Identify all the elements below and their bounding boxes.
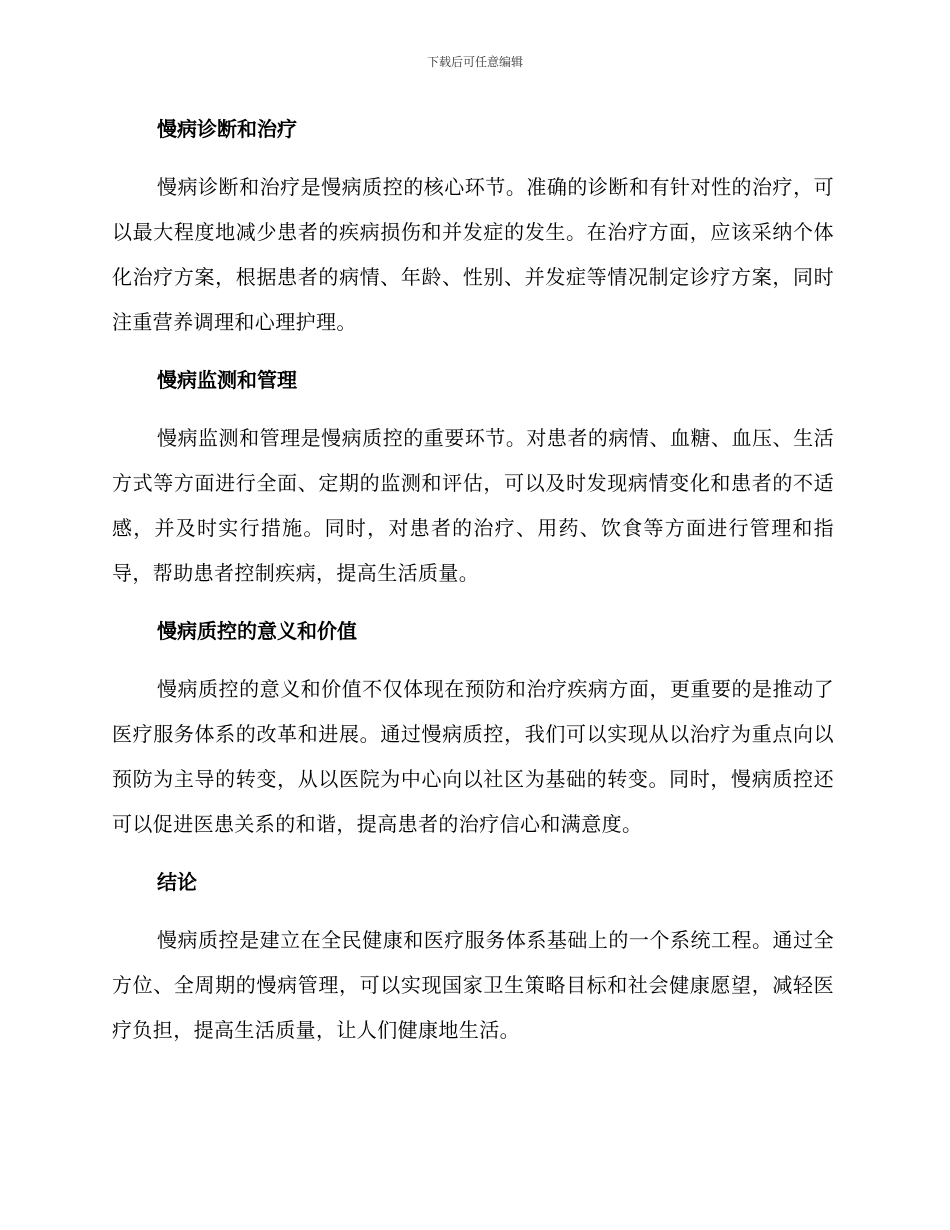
section-paragraph-significance: 慢病质控的意义和价值不仅体现在预防和治疗疾病方面，更重要的是推动了医疗服务体系的改革和进展。通过慢病质控，我们可以实现从以治疗为重点向以预防为主导的转变，从以医院为中心向以社区为基础的转变。同时，慢病质控还可以促进医患关系的和谐，提高患者的治疗信心和满意度。 xyxy=(112,677,834,836)
section-heading-conclusion: 结论 xyxy=(157,870,197,894)
section-paragraph-diagnosis: 慢病诊断和治疗是慢病质控的核心环节。准确的诊断和有针对性的治疗，可以最大程度地减少患者的疾病损伤和并发症的发生。在治疗方面，应该采纳个体化治疗方案，根据患者的病情、年龄、性别、并发症等情况制定诊疗方案，同时注重营养调理和心理护理。 xyxy=(112,175,834,334)
section-heading-diagnosis: 慢病诊断和治疗 xyxy=(157,117,297,141)
section-paragraph-monitoring: 慢病监测和管理是慢病质控的重要环节。对患者的病情、血糖、血压、生活方式等方面进行全面、定期的监测和评估，可以及时发现病情变化和患者的不适感，并及时实行措施。同时，对患者的治疗、用药、饮食等方面进行管理和指导，帮助患者控制疾病，提高生活质量。 xyxy=(112,426,834,585)
page-header: 下载后可任意编辑 xyxy=(426,55,523,69)
section-heading-significance: 慢病质控的意义和价值 xyxy=(157,619,357,643)
section-heading-monitoring: 慢病监测和管理 xyxy=(157,368,297,392)
document-body xyxy=(112,107,834,1066)
section-paragraph-conclusion: 慢病质控是建立在全民健康和医疗服务体系基础上的一个系统工程。通过全方位、全周期的慢病管理，可以实现国家卫生策略目标和社会健康愿望，减轻医疗负担，提高生活质量，让人们健康地生活。 xyxy=(112,928,834,1042)
